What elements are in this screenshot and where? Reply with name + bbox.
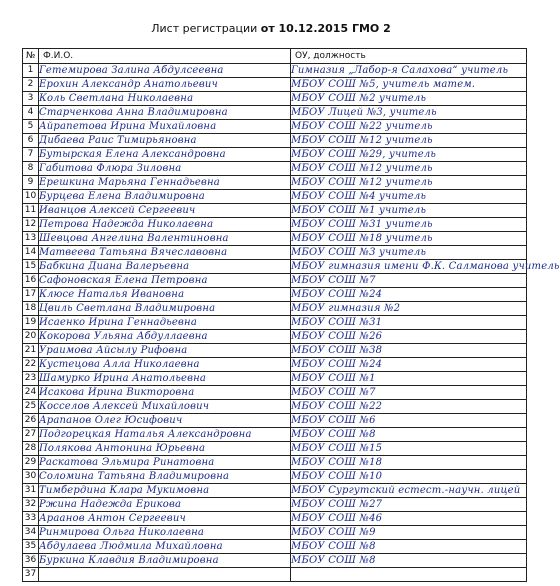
- table-row: [23, 120, 527, 134]
- header-name: Ф.И.О.: [39, 49, 291, 64]
- participant-name: Дибаева Раис Тимирьяновна: [39, 134, 291, 148]
- participant-name: Бутырская Елена Александровна: [39, 148, 291, 162]
- table-row: [23, 456, 527, 470]
- participant-organization: МБОУ СОШ №6: [291, 414, 527, 428]
- table-row: [23, 484, 527, 498]
- table-row: [23, 400, 527, 414]
- table-row: [23, 372, 527, 386]
- row-number: 9: [23, 176, 39, 190]
- table-row: [23, 498, 527, 512]
- row-number: 16: [23, 274, 39, 288]
- table-row: [23, 568, 527, 582]
- participant-name: Матвеева Татьяна Вячеславовна: [39, 246, 291, 260]
- participant-organization: МБОУ СОШ №15: [291, 442, 527, 456]
- participant-name: Шевцова Ангелина Валентиновна: [39, 232, 291, 246]
- table-row: [23, 78, 527, 92]
- participant-name: [39, 568, 291, 582]
- participant-name: Ржина Надежда Ерикова: [39, 498, 291, 512]
- participant-organization: МБОУ СОШ №26: [291, 330, 527, 344]
- page-title: [0, 22, 542, 35]
- participant-organization: МБОУ СОШ №18 учитель: [291, 232, 527, 246]
- table-row: [23, 414, 527, 428]
- participant-organization: МБОУ СОШ №10: [291, 470, 527, 484]
- participant-organization: МБОУ СОШ №4 учитель: [291, 190, 527, 204]
- row-number: 20: [23, 330, 39, 344]
- row-number: 15: [23, 260, 39, 274]
- participant-organization: МБОУ СОШ №22: [291, 400, 527, 414]
- table-row: [23, 246, 527, 260]
- row-number: 11: [23, 204, 39, 218]
- participant-name: Ерешкина Марьяна Геннадьевна: [39, 176, 291, 190]
- participant-organization: МБОУ гимназия №2: [291, 302, 527, 316]
- participant-organization: МБОУ СОШ №8: [291, 428, 527, 442]
- participant-name: Полякова Антонина Юрьевна: [39, 442, 291, 456]
- table-row: [23, 386, 527, 400]
- table-row: [23, 176, 527, 190]
- title-prefix: Лист регистрации: [151, 22, 258, 35]
- row-number: 25: [23, 400, 39, 414]
- row-number: 33: [23, 512, 39, 526]
- participant-name: Айрапетова Ирина Михайловна: [39, 120, 291, 134]
- table-row: [23, 260, 527, 274]
- row-number: 30: [23, 470, 39, 484]
- row-number: 7: [23, 148, 39, 162]
- table-row: [23, 428, 527, 442]
- table-row: [23, 204, 527, 218]
- participant-organization: МБОУ СОШ №31 учитель: [291, 218, 527, 232]
- row-number: 10: [23, 190, 39, 204]
- row-number: 13: [23, 232, 39, 246]
- participant-organization: Гимназия „Лабор-я Салахова“ учитель: [291, 64, 527, 78]
- participant-organization: МБОУ гимназия имени Ф.К. Салманова учитель: [291, 261, 560, 272]
- row-number: 26: [23, 414, 39, 428]
- row-number: 24: [23, 386, 39, 400]
- registration-table: [22, 48, 560, 582]
- participant-organization: МБОУ СОШ №2 учитель: [291, 92, 527, 106]
- participant-organization: МБОУ СОШ №38: [291, 344, 527, 358]
- row-number: 17: [23, 288, 39, 302]
- participant-name: Сафоновская Елена Петровна: [39, 274, 291, 288]
- participant-name: Араанов Антон Сергеевич: [39, 512, 291, 526]
- row-number: 32: [23, 498, 39, 512]
- participant-organization: МБОУ СОШ №31: [291, 316, 527, 330]
- table-row: [23, 316, 527, 330]
- participant-organization: МБОУ СОШ №46: [291, 512, 527, 526]
- participant-name: Буркина Клавдия Владимировна: [39, 554, 291, 568]
- participant-organization: МБОУ СОШ №12 учитель: [291, 162, 527, 176]
- participant-name: Старченкова Анна Владимировна: [39, 106, 291, 120]
- row-number: 3: [23, 92, 39, 106]
- participant-organization: МБОУ СОШ №7: [291, 274, 527, 288]
- table-row: [23, 190, 527, 204]
- row-number: 14: [23, 246, 39, 260]
- participant-name: Абдулаева Людмила Михайловна: [39, 540, 291, 554]
- participant-organization: МБОУ СОШ №29, учитель: [291, 148, 527, 162]
- participant-organization: МБОУ СОШ №27: [291, 498, 527, 512]
- participant-name: Иванцов Алексей Сергеевич: [39, 204, 291, 218]
- participant-name: Цвиль Светлана Владимировна: [39, 302, 291, 316]
- participant-name: Коль Светлана Николаевна: [39, 92, 291, 106]
- participant-organization: МБОУ СОШ №24: [291, 288, 527, 302]
- table-row: [23, 274, 527, 288]
- table-row: [23, 106, 527, 120]
- participant-name: Косселов Алексей Михайлович: [39, 400, 291, 414]
- table-row: [23, 148, 527, 162]
- row-number: 12: [23, 218, 39, 232]
- participant-organization: МБОУ СОШ №24: [291, 358, 527, 372]
- table-row: [23, 64, 527, 78]
- table-row: [23, 232, 527, 246]
- participant-organization: МБОУ СОШ №8: [291, 540, 527, 554]
- participant-organization: [291, 568, 527, 582]
- row-number: 1: [23, 64, 39, 78]
- table-row: [23, 526, 527, 540]
- row-number: 6: [23, 134, 39, 148]
- row-number: 23: [23, 372, 39, 386]
- table-row: [23, 92, 527, 106]
- participant-name: Шамурко Ирина Анатольевна: [39, 372, 291, 386]
- participant-name: Соломина Татьяна Владимировна: [39, 470, 291, 484]
- participant-organization: МБОУ СОШ №12 учитель: [291, 134, 527, 148]
- participant-organization: МБОУ Сургутский естест.-научн. лицей: [291, 484, 527, 498]
- participant-name: Петрова Надежда Николаевна: [39, 218, 291, 232]
- table-row: [23, 330, 527, 344]
- table-row: [23, 218, 527, 232]
- participant-name: Ринмирова Ольга Николаевна: [39, 526, 291, 540]
- row-number: 19: [23, 316, 39, 330]
- participant-name: Кустецова Алла Николаевна: [39, 358, 291, 372]
- row-number: 8: [23, 162, 39, 176]
- title-date: от 10.12.2015 ГМО 2: [260, 22, 391, 35]
- participant-name: Подгорецкая Наталья Александровна: [39, 428, 291, 442]
- header-org: ОУ, должность: [291, 49, 527, 64]
- row-number: 18: [23, 302, 39, 316]
- participant-organization: МБОУ СОШ №12 учитель: [291, 176, 527, 190]
- row-number: 21: [23, 344, 39, 358]
- participant-name: Исаенко Ирина Геннадьевна: [39, 316, 291, 330]
- participant-organization: МБОУ СОШ №8: [291, 554, 527, 568]
- table-row: [23, 470, 527, 484]
- row-number: 29: [23, 456, 39, 470]
- participant-name: Гетемирова Залина Абдулсеевна: [39, 64, 291, 78]
- participant-organization: МБОУ СОШ №22 учитель: [291, 120, 527, 134]
- participant-name: Исакова Ирина Викторовна: [39, 386, 291, 400]
- row-number: 2: [23, 78, 39, 92]
- row-number: 35: [23, 540, 39, 554]
- participant-organization: МБОУ СОШ №3 учитель: [291, 246, 527, 260]
- row-number: 27: [23, 428, 39, 442]
- row-number: 22: [23, 358, 39, 372]
- table-row: [23, 540, 527, 554]
- participant-name: Раскатова Эльмира Ринатовна: [39, 456, 291, 470]
- participant-name: Кокорова Ульяна Абдуллаевна: [39, 330, 291, 344]
- table-row: [23, 302, 527, 316]
- table-body: [23, 64, 560, 582]
- table-row: [23, 288, 527, 302]
- table-row: [23, 358, 527, 372]
- table-row: [23, 512, 527, 526]
- row-number: 31: [23, 484, 39, 498]
- table-row: [23, 442, 527, 456]
- participant-name: Ерохин Александр Анатольевич: [39, 78, 291, 92]
- participant-organization: МБОУ СОШ №1: [291, 372, 527, 386]
- participant-organization: МБОУ СОШ №1 учитель: [291, 204, 527, 218]
- participant-name: Габитова Флюра Зиловна: [39, 162, 291, 176]
- participant-organization: МБОУ Лицей №3, учитель: [291, 106, 527, 120]
- participant-name: Ураимова Айсылу Рифовна: [39, 344, 291, 358]
- table-row: [23, 134, 527, 148]
- row-number: 28: [23, 442, 39, 456]
- table-row: [23, 344, 527, 358]
- participant-name: Клюсе Наталья Ивановна: [39, 288, 291, 302]
- participant-organization: МБОУ СОШ №5, учитель матем.: [291, 78, 527, 92]
- table-row: [23, 554, 527, 568]
- row-number: 4: [23, 106, 39, 120]
- participant-name: Бабкина Диана Валерьевна: [39, 260, 291, 274]
- row-number: 34: [23, 526, 39, 540]
- participant-name: Арапанов Олег Юсифович: [39, 414, 291, 428]
- table-row: [23, 162, 527, 176]
- table-header-row: [23, 49, 527, 64]
- participant-organization: МБОУ СОШ №18: [291, 456, 527, 470]
- participant-organization: МБОУ СОШ №7: [291, 386, 527, 400]
- participant-name: Тимбердина Клара Мукимовна: [39, 484, 291, 498]
- row-number: 37: [23, 568, 39, 582]
- row-number: 36: [23, 554, 39, 568]
- participant-name: Бурцева Елена Владимировна: [39, 190, 291, 204]
- participant-organization: МБОУ СОШ №9: [291, 526, 527, 540]
- header-number: №: [23, 49, 39, 64]
- row-number: 5: [23, 120, 39, 134]
